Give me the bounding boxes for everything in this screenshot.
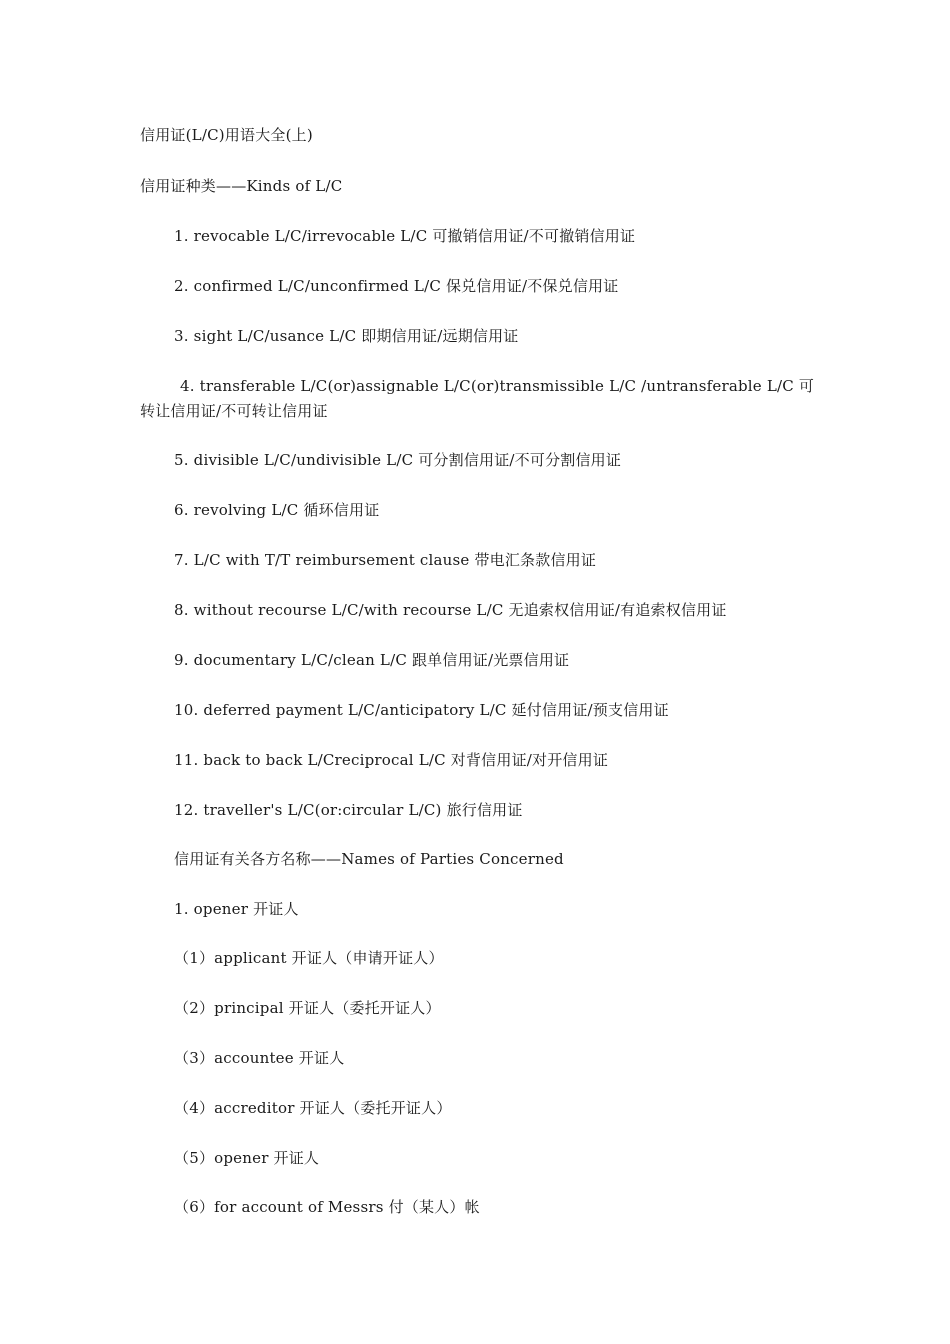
sub-list-item: （1）applicant 开证人（申请开证人） [174, 949, 444, 967]
list-item: 6. revolving L/C 循环信用证 [174, 501, 380, 519]
list-item: 1. revocable L/C/irrevocable L/C 可撤销信用证/不可撤销信用证 [174, 227, 636, 245]
list-item: 4. transferable L/C(or)assignable L/C(or)transmissible L/C /untransferable L/C 可转让信用证/不可转让信用证 [140, 377, 815, 420]
document-title: 信用证(L/C)用语大全(上) [140, 126, 313, 144]
list-item: 7. L/C with T/T reimbursement clause 带电汇条款信用证 [174, 551, 597, 569]
sub-list-item: （3）accountee 开证人 [174, 1049, 345, 1067]
list-item: 11. back to back L/Creciprocal L/C 对背信用证/对开信用证 [174, 751, 609, 769]
section-heading-kinds: 信用证种类——Kinds of L/C [140, 177, 343, 195]
list-item: 8. without recourse L/C/with recourse L/C 无追索权信用证/有追索权信用证 [174, 601, 727, 619]
sub-list-item: （4）accreditor 开证人（委托开证人） [174, 1099, 452, 1117]
sub-list-item: （5）opener 开证人 [174, 1149, 320, 1167]
list-item: 9. documentary L/C/clean L/C 跟单信用证/光票信用证 [174, 651, 570, 669]
sub-list-item: （2）principal 开证人（委托开证人） [174, 999, 441, 1017]
list-item: 1. opener 开证人 [174, 900, 299, 918]
list-item: 5. divisible L/C/undivisible L/C 可分割信用证/不可分割信用证 [174, 451, 622, 469]
list-item: 12. traveller's L/C(or:circular L/C) 旅行信用证 [174, 801, 523, 819]
section-heading-parties: 信用证有关各方名称——Names of Parties Concerned [174, 850, 564, 868]
list-item: 2. confirmed L/C/unconfirmed L/C 保兑信用证/不保兑信用证 [174, 277, 619, 295]
list-item: 3. sight L/C/usance L/C 即期信用证/远期信用证 [174, 327, 519, 345]
list-item: 10. deferred payment L/C/anticipatory L/C 延付信用证/预支信用证 [174, 701, 669, 719]
sub-list-item: （6）for account of Messrs 付（某人）帐 [174, 1198, 480, 1216]
